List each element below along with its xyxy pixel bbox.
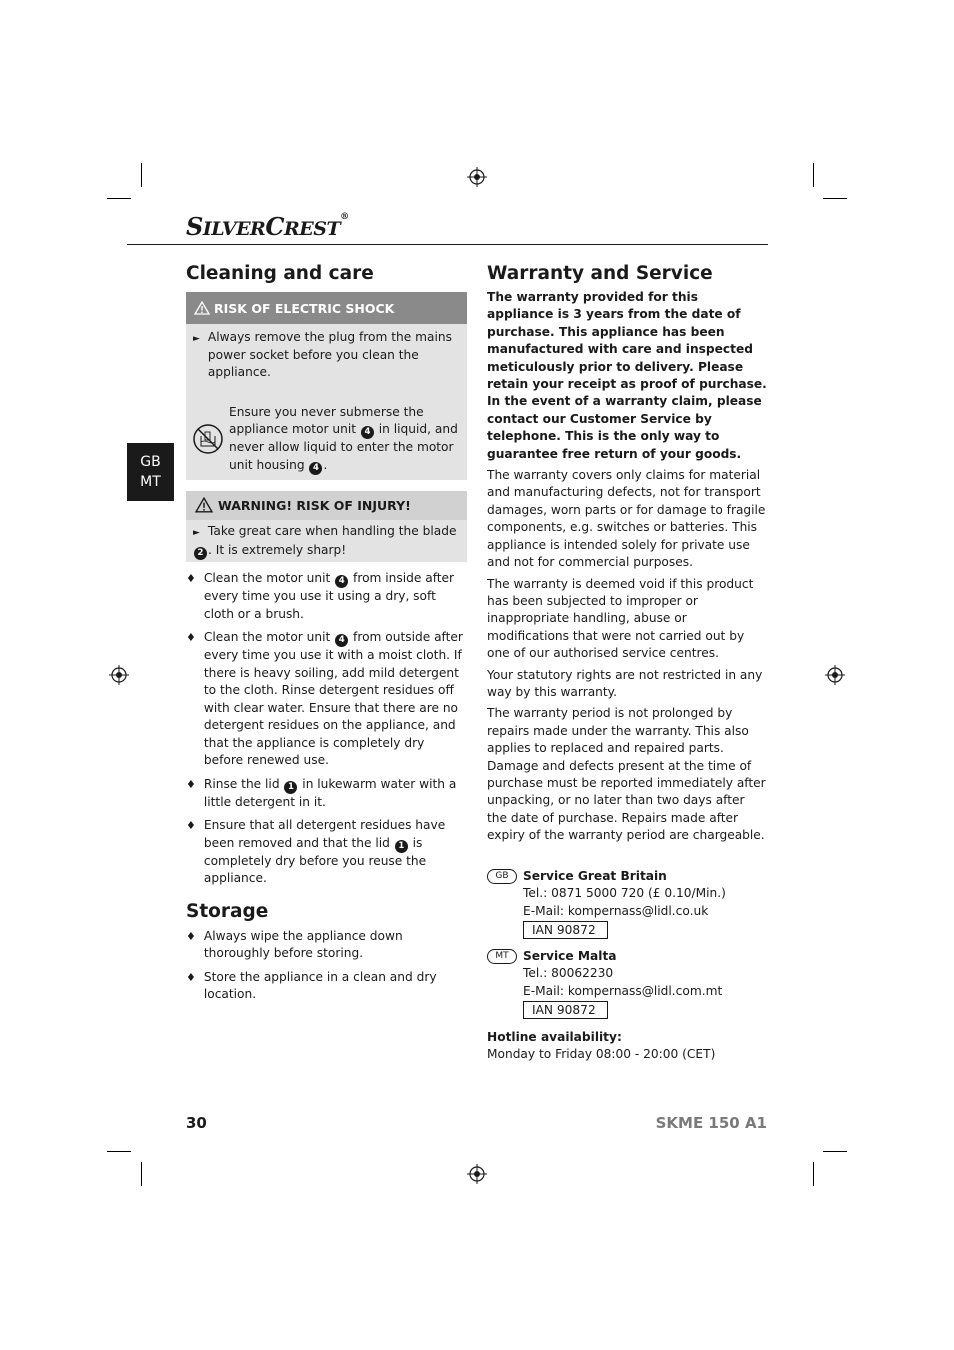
warning-title: RISK OF ELECTRIC SHOCK	[214, 300, 395, 316]
model-number: SKME 150 A1	[655, 1114, 767, 1132]
part-number-badge: 4	[361, 426, 374, 439]
part-number-badge: 4	[309, 462, 322, 475]
service-mt	[487, 948, 768, 1020]
registration-mark-icon	[109, 665, 129, 685]
arrow-bullet-icon: ►	[193, 527, 200, 538]
part-number-badge: 2	[194, 547, 207, 560]
no-submerge-note	[186, 388, 467, 480]
crop-mark	[813, 163, 814, 187]
warranty-paragraph: The warranty covers only claims for material and manufacturing defects, not for transport damages, worn parts or for damage to fragile components, e.g. switches or batteries. This appliance is intended solely for private use and not for commercial purposes.	[487, 468, 766, 570]
part-number-badge: 1	[395, 840, 408, 853]
warranty-paragraph: The warranty is deemed void if this product has been subjected to improper or inappropriate handling, abuse or modifications that were not carried out by one of our authorised service centres.	[487, 576, 754, 661]
diamond-bullet-icon: ♦	[186, 929, 196, 943]
country-flag-badge: MT	[487, 949, 517, 964]
warranty-paragraph: The warranty period is not prolonged by repairs made under the warranty. This also applies to replaced and repaired parts. Damage and defects present at the time of purchase must be reported immediately after unpacking, or no later than two days after the date of purchase. Repairs made after expiry of the warranty period are chargeable.	[487, 706, 766, 843]
crop-mark	[107, 1151, 131, 1152]
page-number: 30	[186, 1114, 207, 1132]
crop-mark	[813, 1162, 814, 1186]
part-number-badge: 4	[335, 575, 348, 588]
diamond-bullet-icon: ♦	[186, 777, 196, 791]
warranty-paragraph: Your statutory rights are not restricted in any way by this warranty.	[487, 667, 763, 699]
warning-body	[186, 324, 467, 388]
crop-mark	[141, 1162, 142, 1186]
warning-item: ► Always remove the plug from the mains power socket before you clean the appliance.	[193, 329, 460, 382]
list-item: ♦ Ensure that all detergent residues have been removed and that the lid 1 is completely dry before you reuse the appliance.	[186, 817, 467, 888]
right-column	[487, 262, 768, 1067]
warranty-heading: Warranty and Service	[487, 263, 713, 284]
service-email: E-Mail: kompernass@lidl.com.mt	[523, 983, 723, 998]
registration-mark-icon	[825, 665, 845, 685]
list-item: ♦ Clean the motor unit 4 from outside after every time you use it with a moist cloth. If there is heavy soiling, add mild detergent to the cloth. Rinse detergent residues off with clear water. Ensure that there are no detergent residues on the appliance, and that the appliance is completely dry before renewed use.	[186, 629, 467, 770]
electric-shock-warning	[186, 292, 467, 480]
warning-item: ► Take great care when handling the blade 2 . It is extremely sharp!	[193, 523, 457, 558]
crop-mark	[107, 198, 131, 199]
list-item: ♦ Always wipe the appliance down thoroughly before storing.	[186, 928, 467, 963]
diamond-bullet-icon: ♦	[186, 970, 196, 984]
diamond-bullet-icon: ♦	[186, 631, 196, 644]
warning-triangle-icon	[194, 497, 214, 513]
injury-warning	[186, 491, 467, 563]
service-email: E-Mail: kompernass@lidl.co.uk	[523, 903, 709, 918]
warranty-intro: The warranty provided for this appliance is 3 years from the date of purchase. This appliance has been manufactured with care and inspected meticulously prior to delivery. Please retain your receipt as proof of purchase. In the event of a warranty claim, please contact our Customer Service by telephone. This is the only way to guarantee free return of your goods.	[487, 290, 767, 461]
service-gb	[487, 868, 768, 940]
registration-mark-icon	[467, 167, 487, 187]
language-code-mt: MT	[140, 474, 161, 490]
crop-mark	[823, 198, 847, 199]
language-code-gb: GB	[140, 454, 161, 470]
warning-triangle-icon	[194, 301, 210, 315]
left-column	[186, 262, 467, 1010]
ian-number: IAN 90872	[523, 1001, 608, 1019]
crop-mark	[141, 163, 142, 187]
hotline-label: Hotline availability:	[487, 1029, 622, 1044]
cleaning-heading: Cleaning and care	[186, 263, 374, 284]
crop-mark	[823, 1151, 847, 1152]
ian-number: IAN 90872	[523, 921, 608, 939]
header-rule	[127, 244, 768, 245]
part-number-badge: 4	[335, 634, 348, 647]
no-submerge-text: Ensure you never submerse the appliance motor unit 4 in liquid, and never allow liquid to enter the motor unit housing 4 .	[229, 404, 458, 473]
arrow-bullet-icon: ►	[193, 334, 200, 344]
warning-title: WARNING! RISK OF INJURY!	[218, 497, 411, 513]
cleaning-bullet-list	[186, 570, 467, 888]
part-number-badge: 1	[284, 781, 297, 794]
diamond-bullet-icon: ♦	[186, 819, 196, 832]
warning-header	[186, 491, 467, 520]
service-title: Service Great Britain	[523, 868, 667, 883]
list-item: ♦ Rinse the lid 1 in lukewarm water with a little detergent in it.	[186, 776, 467, 812]
country-flag-badge: GB	[487, 869, 517, 884]
service-phone: Tel.: 80062230	[523, 966, 614, 981]
list-item: ♦ Clean the motor unit 4 from inside after every time you use it using a dry, soft cloth or a brush.	[186, 570, 467, 623]
registration-mark-icon	[467, 1164, 487, 1184]
list-item: ♦ Store the appliance in a clean and dry location.	[186, 969, 467, 1004]
brand-logo: SILVERCREST®	[186, 212, 349, 241]
hotline-value: Monday to Friday 08:00 - 20:00 (CET)	[487, 1047, 716, 1061]
storage-bullet-list	[186, 928, 467, 1004]
language-tab	[127, 443, 174, 501]
warning-header	[186, 292, 467, 324]
service-phone: Tel.: 0871 5000 720 (£ 0.10/Min.)	[523, 886, 726, 901]
warning-body	[186, 520, 467, 563]
diamond-bullet-icon: ♦	[186, 572, 196, 585]
no-submerge-icon	[192, 423, 224, 455]
service-title: Service Malta	[523, 948, 617, 963]
storage-heading: Storage	[186, 900, 269, 922]
